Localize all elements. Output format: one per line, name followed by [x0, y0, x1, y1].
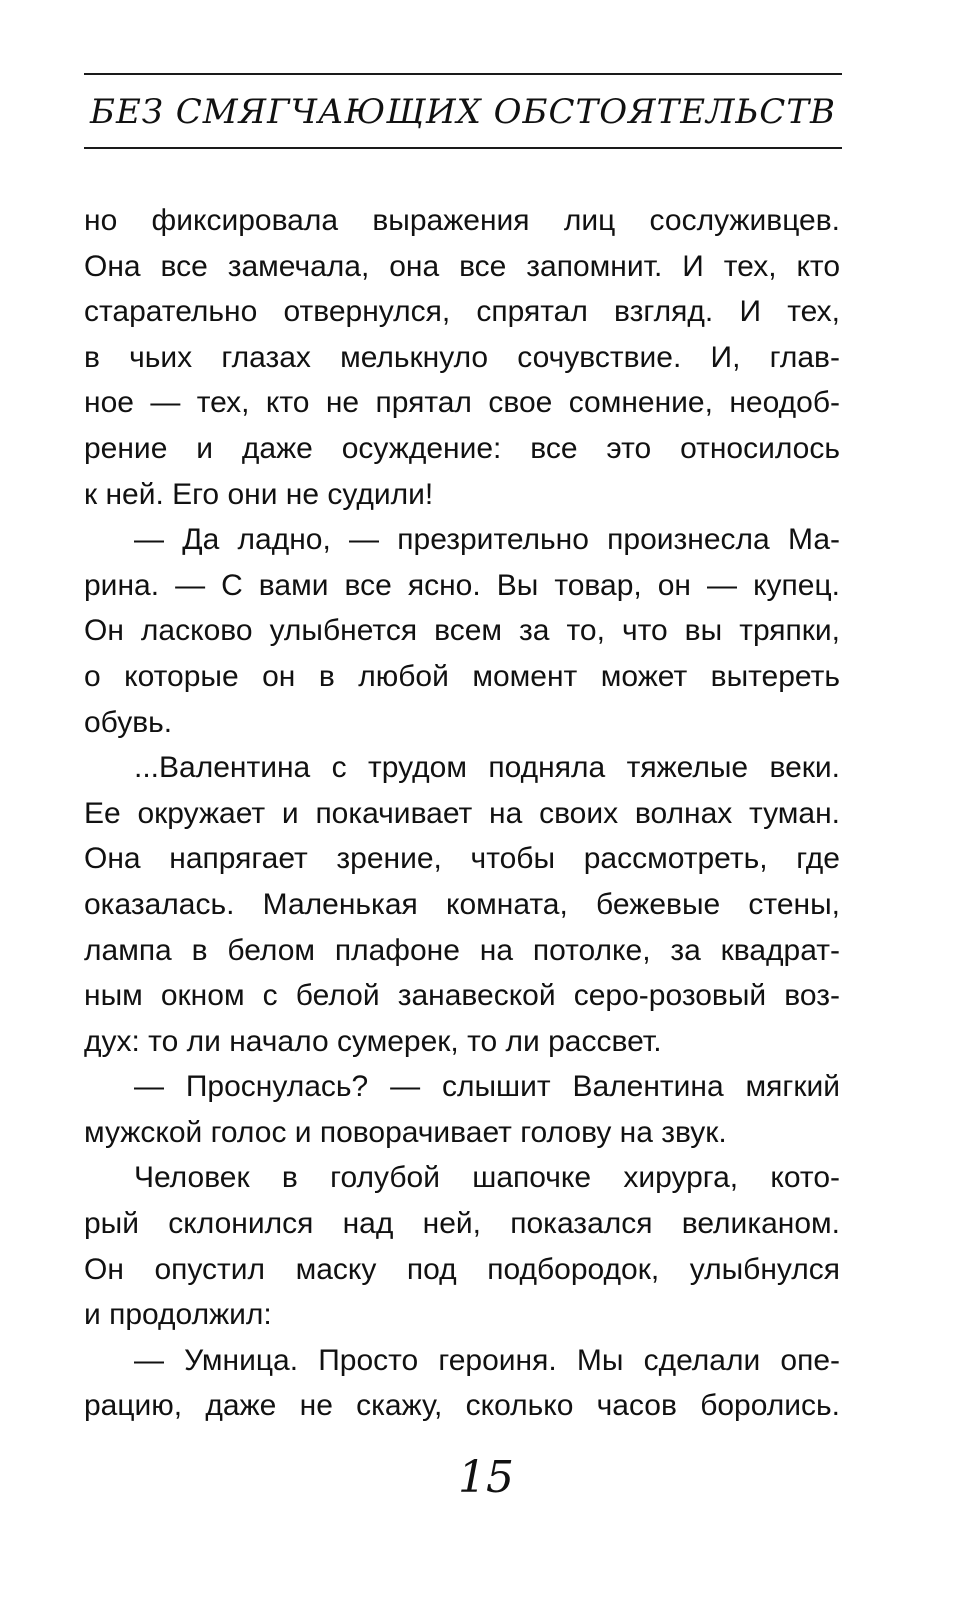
text-line: но фиксировала выражения лиц сослуживцев. — [84, 204, 840, 237]
text-line: ное — тех, кто не прятал свое сомнение, неодоб- — [84, 386, 840, 420]
header-rule-bottom — [84, 147, 842, 149]
text-line: рение и даже осуждение: все это относилось — [84, 431, 840, 465]
text-line: старательно отвернулся, спрятал взгляд. И тех, — [84, 295, 840, 329]
header-rule-top — [84, 73, 842, 75]
text-line: — Проснулась? — слышит Валентина мягкий — [134, 1070, 840, 1104]
text-line: о которые он в любой момент может вытереть — [84, 659, 840, 693]
text-line: ...Валентина с трудом подняла тяжелые веки. — [134, 751, 840, 785]
text-line: Он ласково улыбнется всем за то, что вы тряпки, — [84, 614, 840, 648]
text-line: дух: то ли начало сумерек, то ли рассвет. — [84, 1024, 662, 1058]
text-line: мужской голос и поворачивает голову на звук. — [84, 1115, 727, 1149]
text-line: рина. — С вами все ясно. Вы товар, он — купец. — [84, 568, 840, 602]
text-line: Она все замечала, она все запомнит. И тех, кто — [84, 249, 840, 283]
text-line: оказалась. Маленькая комната, бежевые стены, — [84, 887, 840, 921]
body-text — [84, 198, 840, 1429]
text-line: обувь. — [84, 705, 173, 739]
text-line: рацию, даже не скажу, сколько часов боролись. — [84, 1389, 840, 1423]
text-line: лампа в белом плафоне на потолке, за квадрат- — [84, 933, 840, 967]
text-line: в чьих глазах мелькнуло сочувствие. И, глав- — [84, 340, 840, 374]
text-line: рый склонился над ней, показался великаном. — [84, 1207, 840, 1241]
text-line: и продолжил: — [84, 1298, 272, 1332]
text-line: Он опустил маску под подбородок, улыбнулся — [84, 1252, 840, 1286]
text-line: — Да ладно, — презрительно произнесла Ма- — [134, 523, 840, 557]
text-line: Ее окружает и покачивает на своих волнах туман. — [84, 796, 840, 830]
running-head: БЕЗ СМЯГЧАЮЩИХ ОБСТОЯТЕЛЬСТВ — [89, 92, 836, 132]
page-number: 15 — [458, 1452, 514, 1503]
text-line: ным окном с белой занавеской серо-розовый воз- — [84, 979, 840, 1013]
text-line: к ней. Его они не судили! — [84, 477, 434, 511]
text-line: Она напрягает зрение, чтобы рассмотреть, где — [84, 842, 840, 876]
text-line: — Умница. Просто героиня. Мы сделали опе- — [134, 1343, 840, 1377]
text-line: Человек в голубой шапочке хирурга, кото- — [134, 1161, 840, 1195]
